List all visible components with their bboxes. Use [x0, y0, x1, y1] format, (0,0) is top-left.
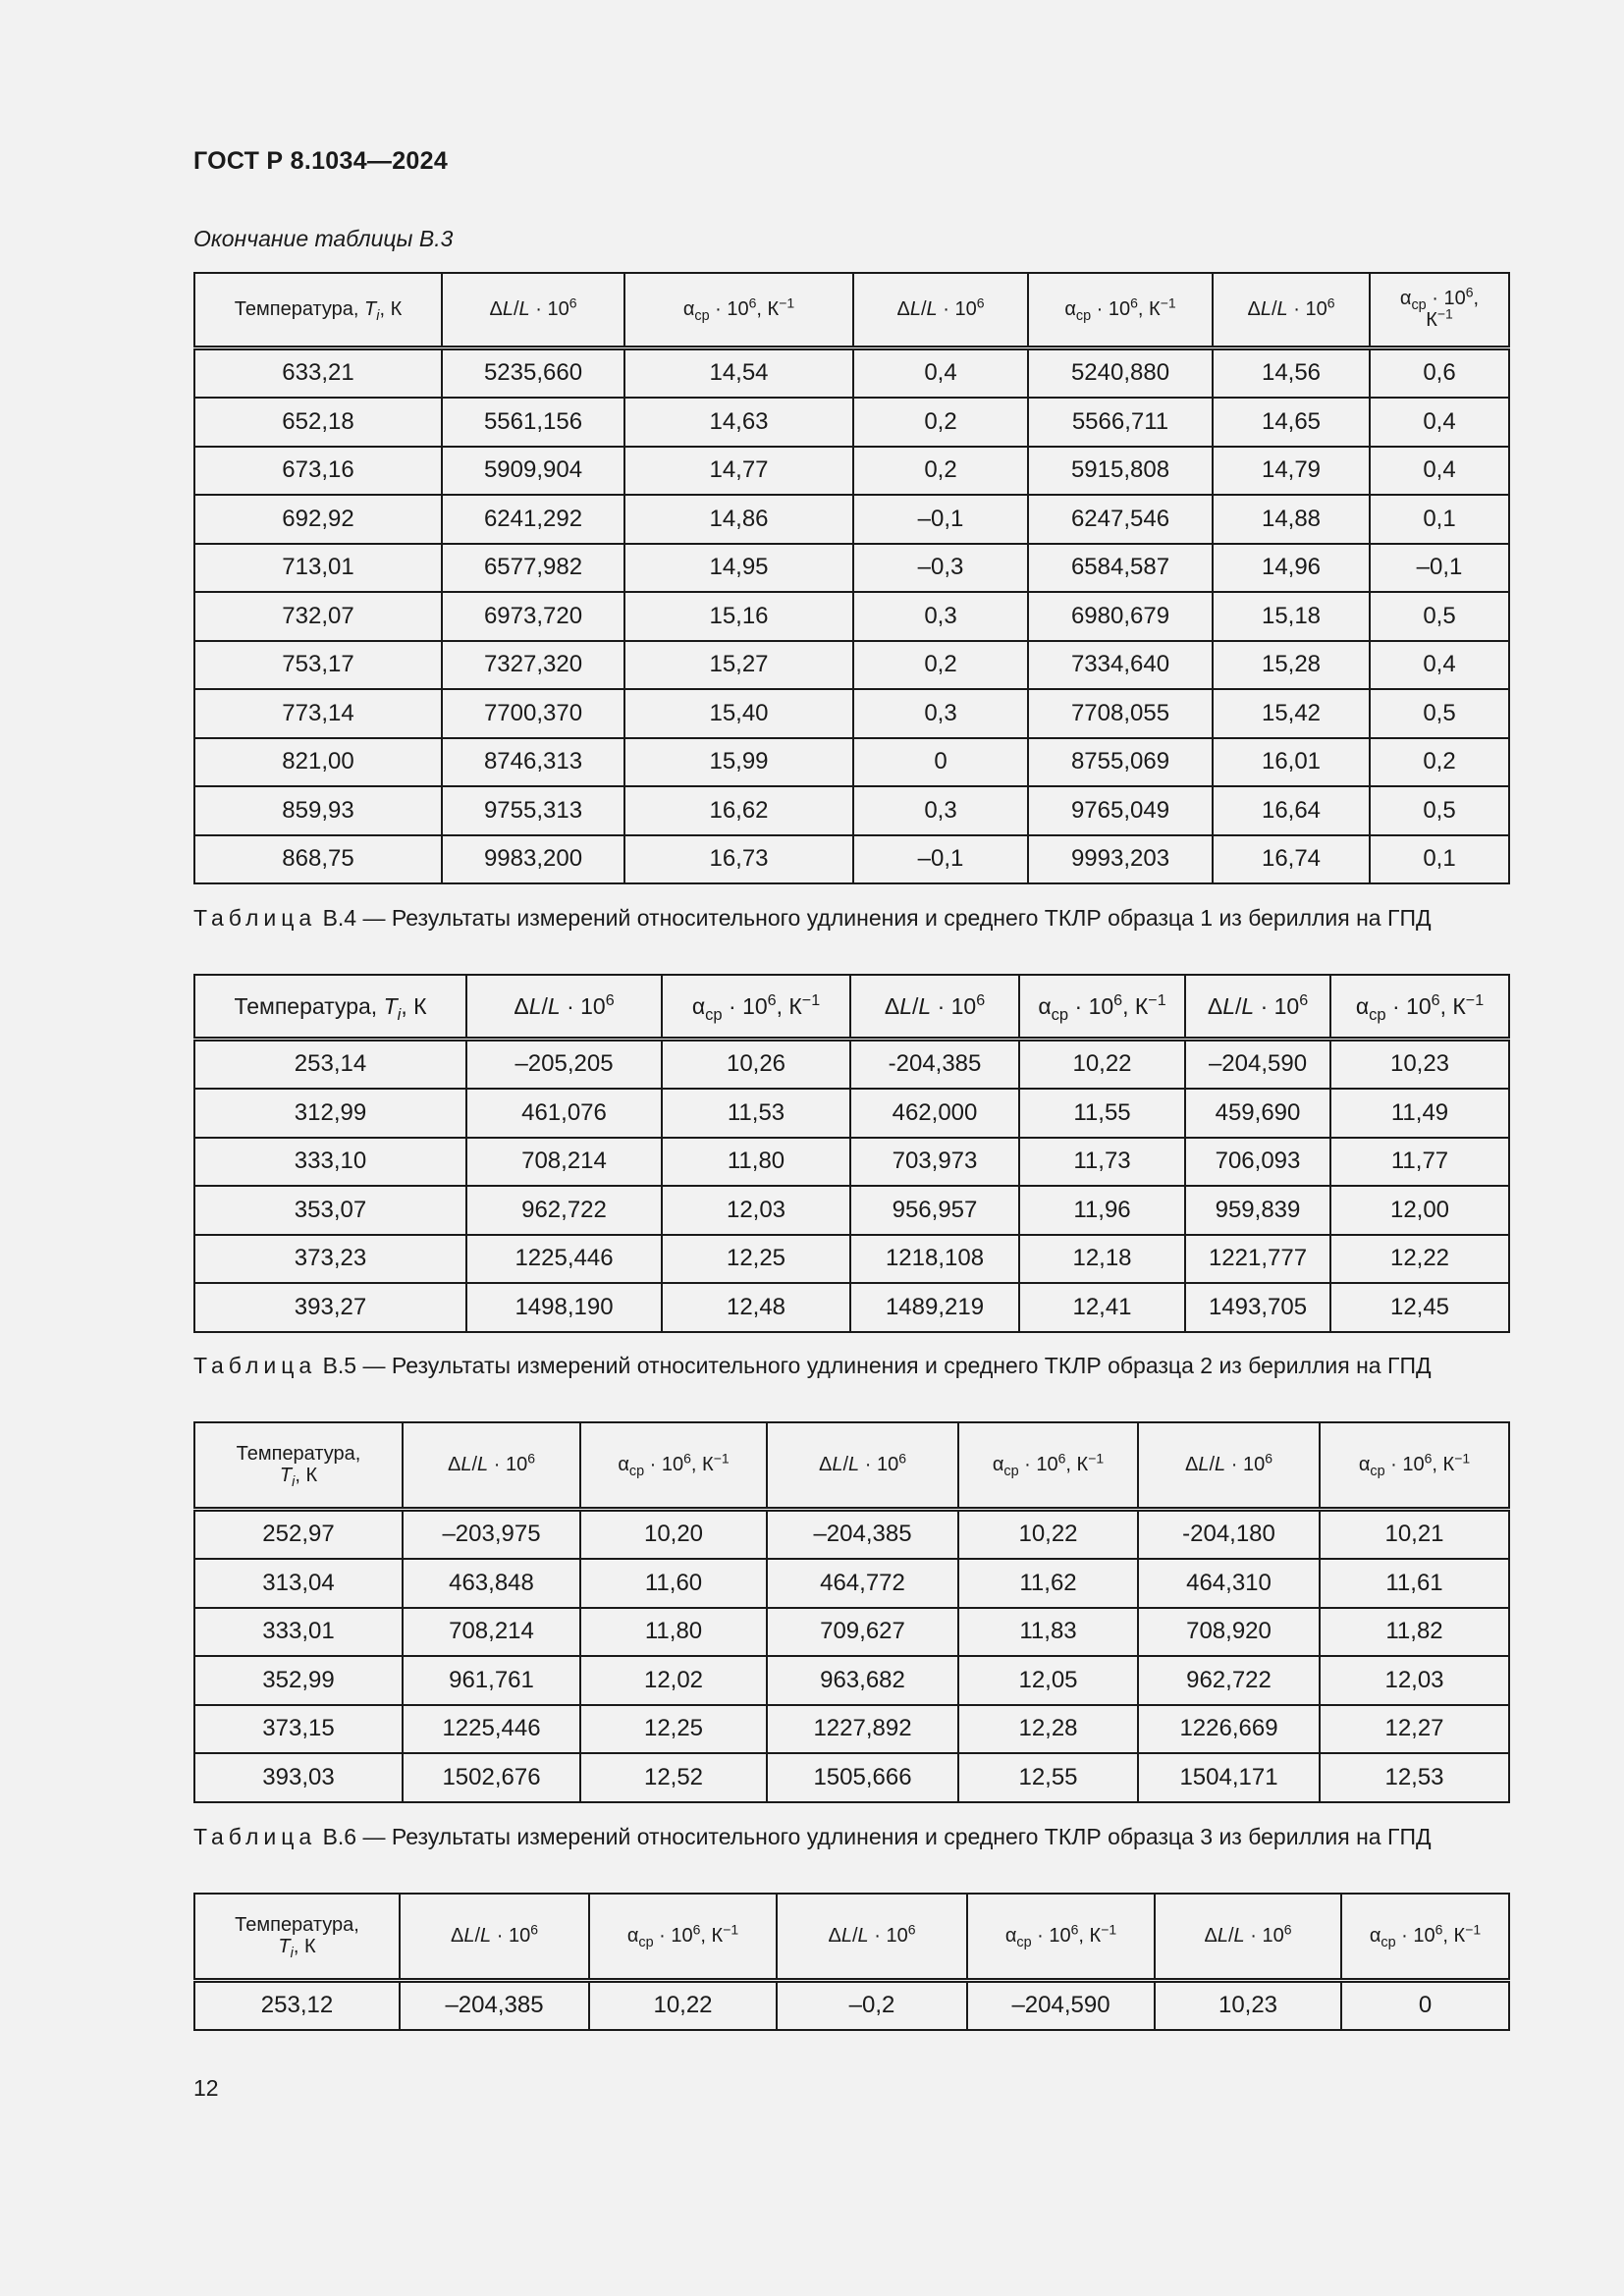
table-cell: 1504,171 [1138, 1753, 1320, 1802]
table-cell: 0,3 [853, 592, 1028, 641]
table-cell: 713,01 [194, 544, 442, 593]
header-dl: $\Delta L/L \cdot 10^6$ [1213, 273, 1370, 347]
header-alpha: $\alpha_{ср} \cdot 10^6$, $К^{-1}$ [624, 273, 853, 347]
header-alpha: $\alpha_{ср} \cdot 10^6$, $К^{-1}$ [1320, 1422, 1509, 1509]
table-cell: 10,23 [1330, 1039, 1509, 1089]
table-cell: 12,55 [958, 1753, 1138, 1802]
table-cell: 373,23 [194, 1235, 466, 1284]
table-row [194, 544, 1509, 593]
table-row [194, 1753, 1509, 1802]
table-cell: 12,53 [1320, 1753, 1509, 1802]
table-label: Таблица [193, 1353, 317, 1378]
table-cell: 333,10 [194, 1138, 466, 1187]
table-cell: 1225,446 [403, 1705, 580, 1754]
table-row [194, 495, 1509, 544]
table-cell: 16,01 [1213, 738, 1370, 787]
table-cell: 708,214 [466, 1138, 662, 1187]
table-cell: 15,27 [624, 641, 853, 690]
table-b6-caption [193, 1822, 1507, 1851]
header-alpha: $\alpha_{ср} \cdot 10^6$, $К^{-1}$ [580, 1422, 767, 1509]
table-cell: 11,62 [958, 1559, 1138, 1608]
table-cell: 673,16 [194, 447, 442, 496]
table-cell: 0,5 [1370, 592, 1509, 641]
table-cell: 0,3 [853, 689, 1028, 738]
table-cell: 962,722 [1138, 1656, 1320, 1705]
table-cell: 12,25 [580, 1705, 767, 1754]
table-cell: 353,07 [194, 1186, 466, 1235]
table-cell: 16,62 [624, 786, 853, 835]
table-row [194, 1089, 1509, 1138]
table-cell: 0,2 [1370, 738, 1509, 787]
table-cell: 0,2 [853, 641, 1028, 690]
header-dl: $\Delta L/L \cdot 10^6$ [442, 273, 624, 347]
table-cell: 11,80 [662, 1138, 850, 1187]
table-cell: 633,21 [194, 347, 442, 398]
table-cell: 393,03 [194, 1753, 403, 1802]
table-cell: 1505,666 [767, 1753, 958, 1802]
table-title: В.4 — Результаты измерений относительного удлинения и среднего ТКЛР образца 1 из бериллия на ГПД [322, 905, 1432, 931]
table-cell: 708,920 [1138, 1608, 1320, 1657]
table-cell: 14,77 [624, 447, 853, 496]
table-cell: 12,45 [1330, 1283, 1509, 1332]
table-cell: 868,75 [194, 835, 442, 884]
table-cell: –205,205 [466, 1039, 662, 1089]
table-cell: 6577,982 [442, 544, 624, 593]
table-cell: 333,01 [194, 1608, 403, 1657]
header-alpha: $\alpha_{ср} \cdot 10^6$, $К^{-1}$ [1019, 975, 1185, 1039]
table-cell: 959,839 [1185, 1186, 1330, 1235]
table-cell: 252,97 [194, 1509, 403, 1559]
table-cell: 961,761 [403, 1656, 580, 1705]
table-cell: 462,000 [850, 1089, 1019, 1138]
table-cell: 11,49 [1330, 1089, 1509, 1138]
table-b4-header-row [194, 975, 1509, 1039]
table-b3-header-row [194, 273, 1509, 347]
table-cell: 14,63 [624, 398, 853, 447]
table-row [194, 641, 1509, 690]
table-row [194, 1186, 1509, 1235]
table-b4-caption [193, 903, 1507, 933]
table-b5-header-row [194, 1422, 1509, 1509]
table-cell: 732,07 [194, 592, 442, 641]
table-cell: 703,973 [850, 1138, 1019, 1187]
table-cell: 16,64 [1213, 786, 1370, 835]
table-b6-header-row [194, 1894, 1509, 1980]
table-cell: 5561,156 [442, 398, 624, 447]
table-cell: 15,99 [624, 738, 853, 787]
table-cell: –204,385 [767, 1509, 958, 1559]
table-cell: 15,40 [624, 689, 853, 738]
table-cell: 6241,292 [442, 495, 624, 544]
table-cell: 14,56 [1213, 347, 1370, 398]
table-cell: 12,03 [1320, 1656, 1509, 1705]
table-cell: 14,54 [624, 347, 853, 398]
table-row [194, 398, 1509, 447]
table-cell: 5915,808 [1028, 447, 1213, 496]
table-cell: 0,4 [1370, 641, 1509, 690]
table-cell: 773,14 [194, 689, 442, 738]
header-dl: $\Delta L/L \cdot 10^6$ [403, 1422, 580, 1509]
table-cell: 313,04 [194, 1559, 403, 1608]
table-cell: 1221,777 [1185, 1235, 1330, 1284]
table-cell: 1218,108 [850, 1235, 1019, 1284]
table-cell: 1502,676 [403, 1753, 580, 1802]
table-cell: 0,1 [1370, 835, 1509, 884]
table-cell: 15,18 [1213, 592, 1370, 641]
table-cell: 9983,200 [442, 835, 624, 884]
table-cell: 7327,320 [442, 641, 624, 690]
table-row [194, 1509, 1509, 1559]
table-cell: 7700,370 [442, 689, 624, 738]
table-cell: 14,88 [1213, 495, 1370, 544]
table-cell: -204,180 [1138, 1509, 1320, 1559]
standard-code: ГОСТ Р 8.1034—2024 [193, 147, 449, 175]
header-dl: $\Delta L/L \cdot 10^6$ [853, 273, 1028, 347]
table-cell: 12,48 [662, 1283, 850, 1332]
table-cell: 5240,880 [1028, 347, 1213, 398]
table-cell: 956,957 [850, 1186, 1019, 1235]
table-label: Таблица [193, 905, 317, 931]
table-cell: 10,23 [1155, 1980, 1341, 2030]
table-row [194, 1235, 1509, 1284]
table-row [194, 1980, 1509, 2030]
table-cell: –204,385 [400, 1980, 589, 2030]
table-cell: –0,1 [1370, 544, 1509, 593]
table-cell: 1493,705 [1185, 1283, 1330, 1332]
table-cell: 11,53 [662, 1089, 850, 1138]
table-cell: 459,690 [1185, 1089, 1330, 1138]
header-temperature: Температура, $T_i$, К [194, 273, 442, 347]
table-row [194, 1705, 1509, 1754]
table-cell: 14,96 [1213, 544, 1370, 593]
header-alpha: $\alpha_{ср} \cdot 10^6$, $К^{-1}$ [1028, 273, 1213, 347]
table-cell: 12,52 [580, 1753, 767, 1802]
table-cell: 962,722 [466, 1186, 662, 1235]
table-cell: 12,22 [1330, 1235, 1509, 1284]
table-cell: 5909,904 [442, 447, 624, 496]
header-dl: $\Delta L/L \cdot 10^6$ [466, 975, 662, 1039]
table-cell: 11,80 [580, 1608, 767, 1657]
table-cell: 10,22 [1019, 1039, 1185, 1089]
table-cell: 692,92 [194, 495, 442, 544]
table-cell: 16,74 [1213, 835, 1370, 884]
table-cell: –0,1 [853, 835, 1028, 884]
table-cell: 12,18 [1019, 1235, 1185, 1284]
table-b5 [193, 1421, 1510, 1803]
table-cell: 1227,892 [767, 1705, 958, 1754]
table-cell: 12,02 [580, 1656, 767, 1705]
table-cell: 463,848 [403, 1559, 580, 1608]
table-row [194, 1656, 1509, 1705]
table-row [194, 786, 1509, 835]
header-dl: $\Delta L/L \cdot 10^6$ [767, 1422, 958, 1509]
table-cell: 6973,720 [442, 592, 624, 641]
header-alpha: $\alpha_{ср} \cdot 10^6$, $К^{-1}$ [1330, 975, 1509, 1039]
table-cell: 0,5 [1370, 689, 1509, 738]
table-cell: 9765,049 [1028, 786, 1213, 835]
table-cell: –0,2 [777, 1980, 967, 2030]
table-cell: 0,4 [1370, 398, 1509, 447]
header-temperature: Температура, $T_i$, К [194, 975, 466, 1039]
table-cell: 253,14 [194, 1039, 466, 1089]
table-row [194, 1559, 1509, 1608]
table-cell: 1225,446 [466, 1235, 662, 1284]
table-cell: 16,73 [624, 835, 853, 884]
table-cell: 15,16 [624, 592, 853, 641]
table-row [194, 447, 1509, 496]
table-cell: 14,86 [624, 495, 853, 544]
table-cell: 0,6 [1370, 347, 1509, 398]
table-cell: 7708,055 [1028, 689, 1213, 738]
table-row [194, 1283, 1509, 1332]
table-cell: 12,41 [1019, 1283, 1185, 1332]
table-cell: 0,2 [853, 398, 1028, 447]
table-cell: 14,95 [624, 544, 853, 593]
table-b5-caption [193, 1351, 1507, 1380]
table-label: Таблица [193, 1824, 317, 1849]
table-cell: 10,21 [1320, 1509, 1509, 1559]
table-cell: 14,79 [1213, 447, 1370, 496]
table-cell: 12,28 [958, 1705, 1138, 1754]
table-row [194, 1138, 1509, 1187]
header-dl: $\Delta L/L \cdot 10^6$ [400, 1894, 589, 1980]
header-alpha: $\alpha_{ср} \cdot 10^6$, $К^{-1}$ [589, 1894, 777, 1980]
table-cell: 253,12 [194, 1980, 400, 2030]
table-row [194, 689, 1509, 738]
table-cell: 10,22 [958, 1509, 1138, 1559]
table-cell: 1498,190 [466, 1283, 662, 1332]
table-row [194, 738, 1509, 787]
table-cell: 6247,546 [1028, 495, 1213, 544]
table-cell: 11,60 [580, 1559, 767, 1608]
table-cell: 1489,219 [850, 1283, 1019, 1332]
table-cell: -204,385 [850, 1039, 1019, 1089]
table-cell: 1226,669 [1138, 1705, 1320, 1754]
table-cell: 963,682 [767, 1656, 958, 1705]
table-cell: 0,2 [853, 447, 1028, 496]
table-cell: 0,4 [853, 347, 1028, 398]
table-cell: 12,25 [662, 1235, 850, 1284]
table-title: В.6 — Результаты измерений относительного удлинения и среднего ТКЛР образца 3 из бериллия на ГПД [322, 1824, 1432, 1849]
page-number: 12 [193, 2075, 219, 2101]
header-alpha: $\alpha_{ср} \cdot 10^6$, $К^{-1}$ [1341, 1894, 1509, 1980]
table-cell: 461,076 [466, 1089, 662, 1138]
table-cell: 10,20 [580, 1509, 767, 1559]
table-cell: 12,03 [662, 1186, 850, 1235]
table-cell: 464,772 [767, 1559, 958, 1608]
header-temperature: Температура, $T_i$, К [194, 1422, 403, 1509]
table-cell: 0,4 [1370, 447, 1509, 496]
table-cell: 5235,660 [442, 347, 624, 398]
table-row [194, 835, 1509, 884]
table-cell: 12,05 [958, 1656, 1138, 1705]
table-b3 [193, 272, 1510, 884]
table-cell: 859,93 [194, 786, 442, 835]
table-cell: 0,3 [853, 786, 1028, 835]
table-cell: 0,5 [1370, 786, 1509, 835]
table-cell: 652,18 [194, 398, 442, 447]
table-cell: 393,27 [194, 1283, 466, 1332]
table-cell: –0,1 [853, 495, 1028, 544]
table-row [194, 592, 1509, 641]
table-cell: 12,27 [1320, 1705, 1509, 1754]
header-alpha: $\alpha_{ср} \cdot 10^6$, $К^{-1}$ [662, 975, 850, 1039]
table-cell: 7334,640 [1028, 641, 1213, 690]
table-b6 [193, 1893, 1510, 2031]
header-dl: $\Delta L/L \cdot 10^6$ [1155, 1894, 1341, 1980]
table-cell: 706,093 [1185, 1138, 1330, 1187]
table-cell: –204,590 [967, 1980, 1155, 2030]
table-cell: 6584,587 [1028, 544, 1213, 593]
table-row [194, 1608, 1509, 1657]
table-row [194, 1039, 1509, 1089]
table-cell: 0,1 [1370, 495, 1509, 544]
table-cell: 10,22 [589, 1980, 777, 2030]
table-cell: 352,99 [194, 1656, 403, 1705]
table-cell: 6980,679 [1028, 592, 1213, 641]
table-cell: 15,28 [1213, 641, 1370, 690]
table-title: В.5 — Результаты измерений относительного удлинения и среднего ТКЛР образца 2 из бериллия на ГПД [322, 1353, 1432, 1378]
table-b3-caption: Окончание таблицы В.3 [193, 226, 454, 251]
table-cell: 11,77 [1330, 1138, 1509, 1187]
table-cell: 14,65 [1213, 398, 1370, 447]
table-cell: 11,73 [1019, 1138, 1185, 1187]
table-cell: 11,61 [1320, 1559, 1509, 1608]
table-cell: –0,3 [853, 544, 1028, 593]
table-cell: 12,00 [1330, 1186, 1509, 1235]
table-cell: –203,975 [403, 1509, 580, 1559]
table-cell: 753,17 [194, 641, 442, 690]
table-cell: 8755,069 [1028, 738, 1213, 787]
table-cell: 10,26 [662, 1039, 850, 1089]
header-alpha: $\alpha_{ср} \cdot 10^6$, $К^{-1}$ [958, 1422, 1138, 1509]
table-cell: 5566,711 [1028, 398, 1213, 447]
header-temperature: Температура, $T_i$, К [194, 1894, 400, 1980]
table-cell: 0 [853, 738, 1028, 787]
header-alpha: $\alpha_{ср} \cdot 10^6$, $К^{-1}$ [967, 1894, 1155, 1980]
table-cell: 11,82 [1320, 1608, 1509, 1657]
table-b4 [193, 974, 1510, 1333]
table-cell: –204,590 [1185, 1039, 1330, 1089]
table-cell: 312,99 [194, 1089, 466, 1138]
table-cell: 11,96 [1019, 1186, 1185, 1235]
table-cell: 8746,313 [442, 738, 624, 787]
table-cell: 709,627 [767, 1608, 958, 1657]
table-cell: 9755,313 [442, 786, 624, 835]
table-cell: 464,310 [1138, 1559, 1320, 1608]
table-cell: 708,214 [403, 1608, 580, 1657]
header-dl: $\Delta L/L \cdot 10^6$ [1185, 975, 1330, 1039]
table-cell: 9993,203 [1028, 835, 1213, 884]
table-cell: 821,00 [194, 738, 442, 787]
table-cell: 0 [1341, 1980, 1509, 2030]
header-dl: $\Delta L/L \cdot 10^6$ [777, 1894, 967, 1980]
table-cell: 11,55 [1019, 1089, 1185, 1138]
header-alpha: $\alpha_{ср} \cdot 10^6$, $К^{-1}$ [1370, 273, 1509, 347]
header-dl: $\Delta L/L \cdot 10^6$ [1138, 1422, 1320, 1509]
table-cell: 373,15 [194, 1705, 403, 1754]
header-dl: $\Delta L/L \cdot 10^6$ [850, 975, 1019, 1039]
table-row [194, 347, 1509, 398]
table-cell: 15,42 [1213, 689, 1370, 738]
table-cell: 11,83 [958, 1608, 1138, 1657]
